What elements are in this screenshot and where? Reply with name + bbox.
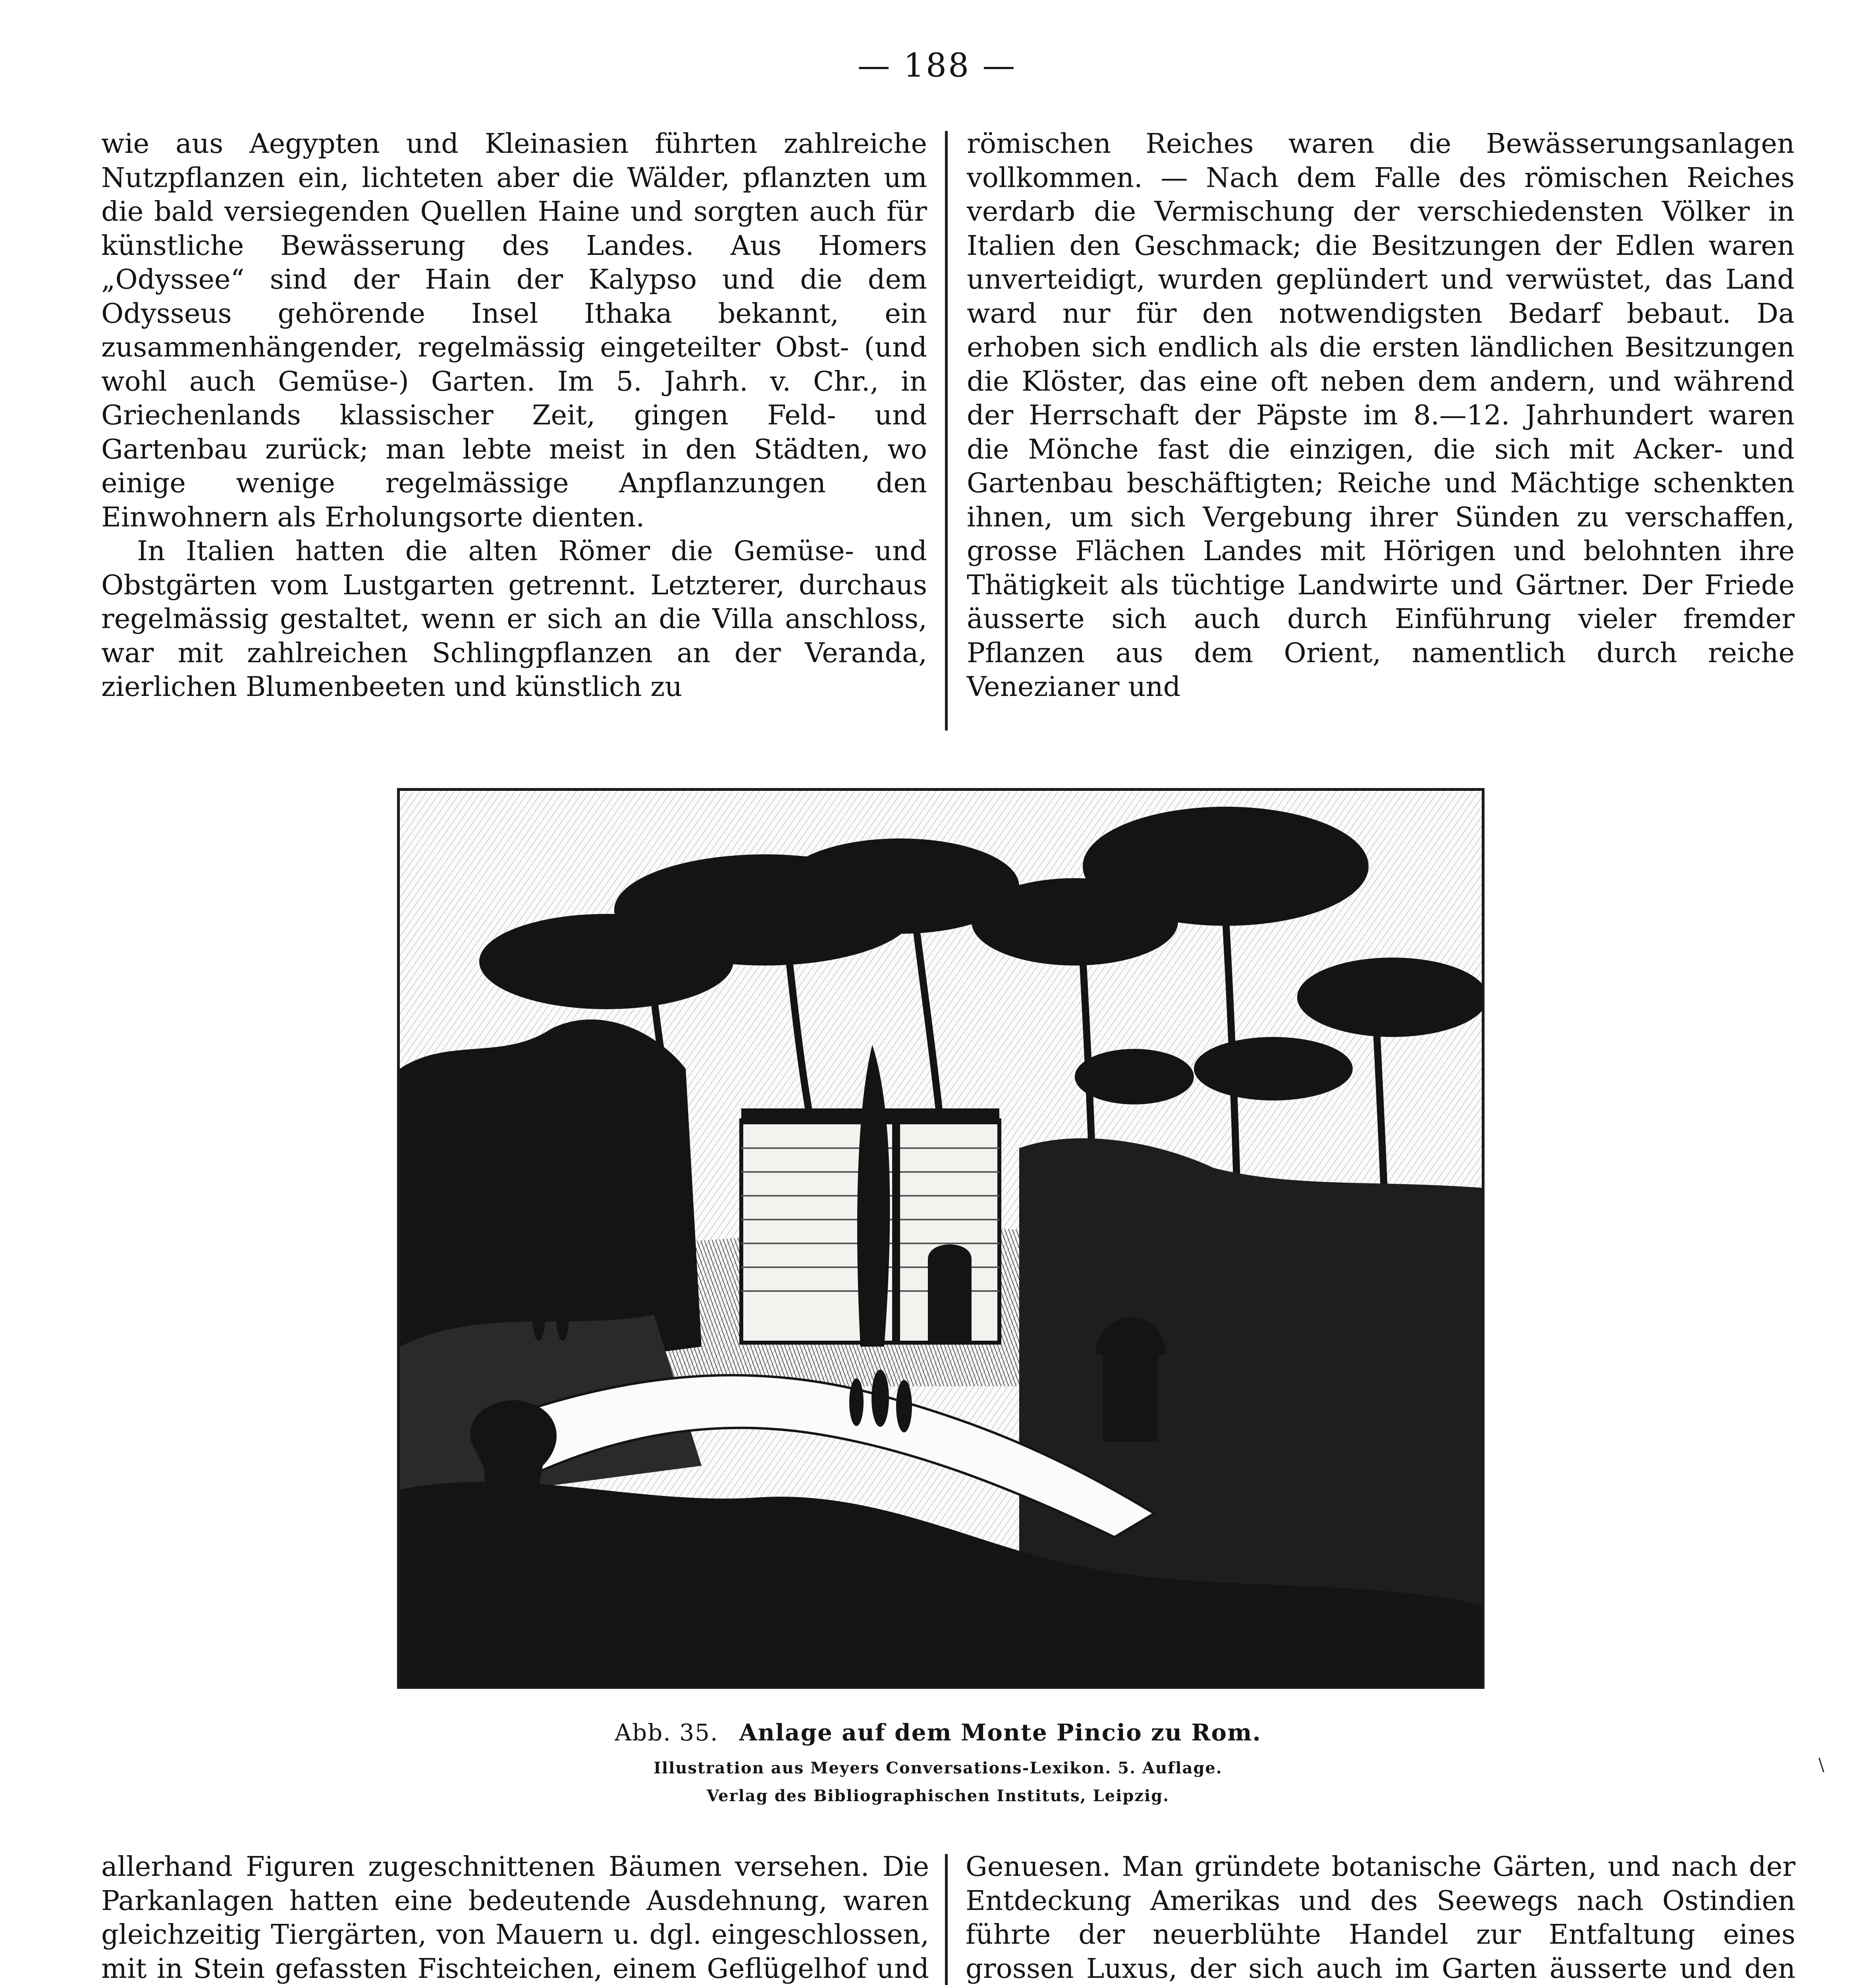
engraving-illustration: [400, 791, 1482, 1686]
paragraph: wie aus Aegypten und Kleinasien führten zahlreiche Nutzpflanzen ein, lichteten aber die Wälder, pflanzten um die bald versiegenden Quellen Haine und sorgten auch für künstliche Bewässerung des Landes. Aus Homers „Odyssee“ sind der Hain der Kalypso und die dem Odysseus gehörende Insel Ithaka bekannt, ein zusammenhängender, regelmässig eingeteilter Obst- (und wohl auch Gemüse-) Garten. Im 5. Jahrh. v. Chr., in Griechenlands klassischer Zeit, gingen Feld- und Gartenbau zurück; man lebte meist in den Städten, wo einige wenige regelmässige Anpflanzungen den Einwohnern als Erholungsorte dienten.: [101, 128, 927, 533]
column-divider: [945, 131, 948, 730]
margin-mark: \: [1818, 1755, 1824, 1775]
figure-caption: [397, 1719, 1479, 1746]
text-column-bottom-right: [966, 1850, 1795, 1985]
figure-publisher-line: Verlag des Bibliographischen Instituts, Leipzig.: [706, 1786, 1170, 1805]
figure-title: Anlage auf dem Monte Pincio zu Rom.: [739, 1719, 1261, 1746]
column-divider: [945, 1854, 948, 1985]
illustration-monte-pincio: [397, 788, 1485, 1689]
figure-credit-line: Illustration aus Meyers Conversations-Lexikon. 5. Auflage.: [654, 1759, 1222, 1777]
page-number: — 188 —: [857, 47, 1017, 85]
text-column-top-right: [967, 127, 1795, 704]
text-column-top-left: [101, 127, 927, 704]
statue-pedestal: [1095, 1317, 1166, 1442]
text-column-bottom-left: [101, 1850, 929, 1985]
paragraph: allerhand Figuren zugeschnittenen Bäumen versehen. Die Parkanlagen hatten eine bedeutende Ausdehnung, waren gleichzeitig Tiergärten, von Mauern u. dgl. eingeschlossen, mit in Stein gefassten Fischteichen, einem Geflügelhof und: [101, 1851, 929, 1985]
paragraph: Genuesen. Man gründete botanische Gärten, und nach der Entdeckung Amerikas und des Seewegs nach Ostindien führte der neuerblühte Handel zur Entfaltung eines grossen Luxus, der sich auch im Garten äusserte und den: [966, 1851, 1795, 1985]
paragraph: römischen Reiches waren die Bewässerungsanlagen vollkommen. — Nach dem Falle des römischen Reiches verdarb die Vermischung der verschiedensten Völker in Italien den Geschmack; die Besitzungen der Edlen waren unverteidigt, wurden geplündert und verwüstet, das Land ward nur für den notwendigsten Bedarf bebaut. Da erhoben sich endlich als die ersten ländlichen Besitzungen die Klöster, das eine oft neben dem andern, und während der Herrschaft der Päpste im 8.—12. Jahrhundert waren die Mönche fast die einzigen, die sich mit Acker- und Gartenbau beschäftigten; Reiche und Mächtige schenkten ihnen, um sich Vergebung ihrer Sünden zu verschaffen, grosse Flächen Landes mit Hörigen und belohnten ihre Thätigkeit als tüchtige Landwirte und Gärtner. Der Friede äusserte sich auch durch Einführung vieler fremder Pflanzen aus dem Orient, namentlich durch reiche Venezianer und: [967, 128, 1795, 703]
paragraph: In Italien hatten die alten Römer die Gemüse- und Obstgärten vom Lustgarten getrennt. Letzterer, durchaus regelmässig gestaltet, wenn er sich an die Villa anschloss, war mit zahlreichen Schlingpflanzen an der Veranda, zierlichen Blumenbeeten und künstlich zu: [101, 535, 927, 703]
figure-label: Abb. 35.: [615, 1719, 719, 1746]
